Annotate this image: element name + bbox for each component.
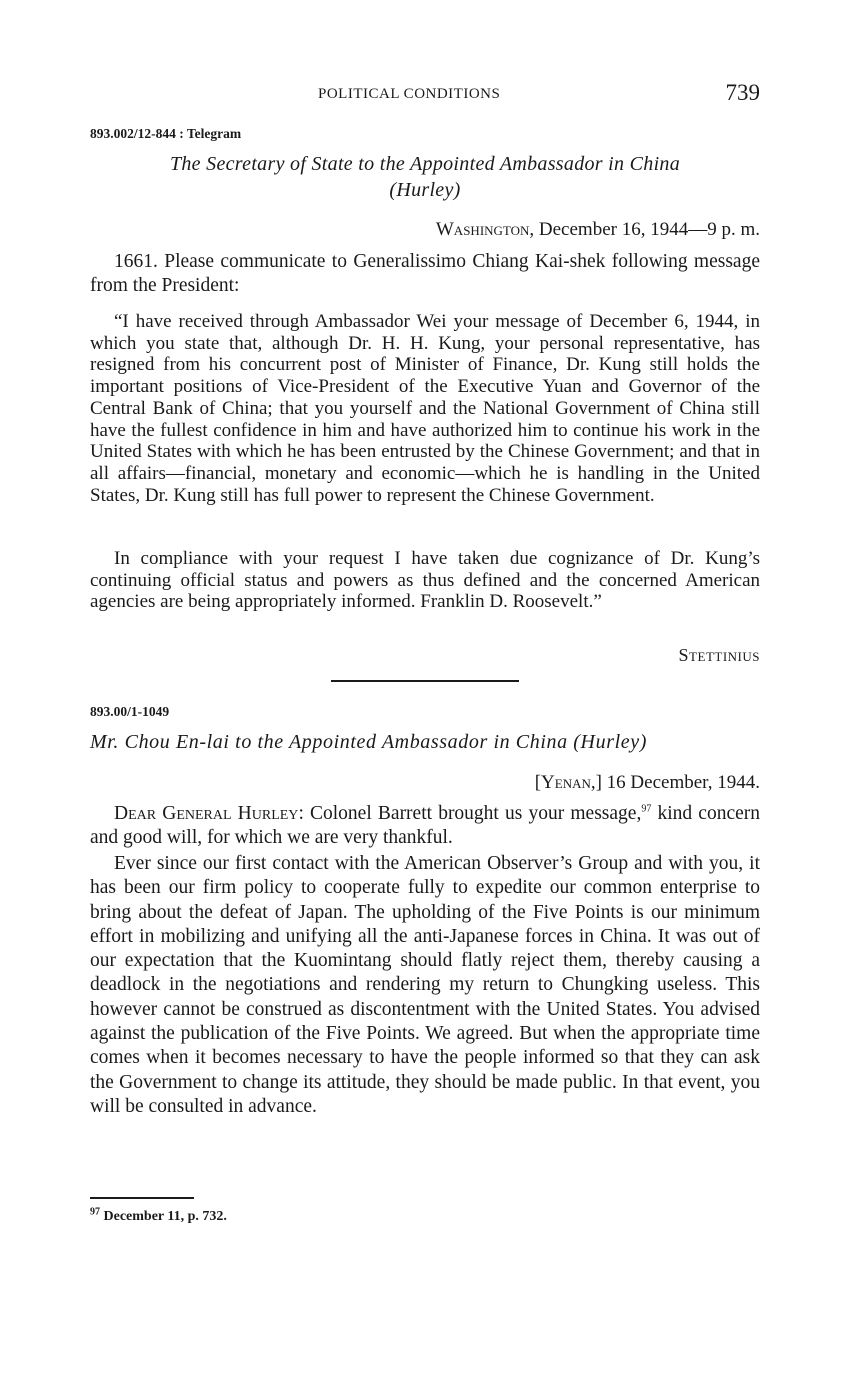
section-title: POLITICAL CONDITIONS	[318, 86, 501, 102]
document-heading-1	[90, 151, 760, 203]
dateline-date: ,] 16 December, 1944.	[590, 772, 760, 793]
section-divider	[331, 680, 519, 682]
letter-paragraph-1	[90, 802, 760, 851]
telegram-intro: 1661. Please communicate to Generalissimo Chiang Kai-shek following message from the President:	[90, 251, 760, 297]
file-reference-1: 893.002/12-844 : Telegram	[90, 126, 242, 141]
heading-line-1: The Secretary of State to the Appointed Ambassador in China	[169, 153, 681, 175]
running-head	[90, 80, 760, 110]
dateline-1	[436, 219, 760, 241]
footnote-rule	[90, 1197, 194, 1199]
dateline-2	[535, 772, 760, 794]
signature: Stettinius	[678, 645, 760, 665]
heading-line-2: (Hurley)	[389, 179, 461, 201]
dateline-bracket: [	[534, 772, 542, 793]
letter-paragraph-2: Ever since our first contact with the American Observer’s Group and with you, it has been our firm policy to cooperate fully to expedite our common enterprise to bring about the defeat of Japan. The upholding of the Five Points is our minimum effort in mobilizing and unifying all the anti-Japanese forces in China. It was out of our expectation that the Kuomintang should flatly reject them, thereby causing a deadlock in the negotiations and rendering my return to Chungking useless. This however cannot be construed as discontentment with the United States. You advised against the publication of the Five Points. We agreed. But when the appropriate time comes when it becomes necessary to have the people informed so that they can ask the Government to change its attitude, they should be made public. In that event, you will be consulted in advance.	[90, 853, 760, 1117]
page-number: 739	[725, 80, 760, 105]
footnote-text: December 11, p. 732.	[100, 1209, 227, 1224]
document-heading-2: Mr. Chou En-lai to the Appointed Ambassador in China (Hurley)	[90, 731, 647, 753]
footnote-mark: 97	[90, 1206, 100, 1218]
file-reference-2: 893.00/1-1049	[90, 704, 170, 719]
dateline-date: , December 16, 1944—9 p. m.	[529, 219, 760, 240]
footnote-reference[interactable]: 97	[641, 803, 652, 815]
dateline-place: Yenan	[541, 772, 591, 793]
presidential-message-paragraph-1: “I have received through Ambassador Wei your message of December 6, 1944, in which you state that, although Dr. H. H. Kung, your personal representative, has resigned from his concurrent post of Minister of Finance, Dr. Kung still holds the important positions of Vice-President of the Executive Yuan and Governor of the Central Bank of China; that you yourself and the National Government of China still have the fullest confidence in him and have authorized him to continue his work in the United States with which he has been entrusted by the Chinese Government; and that in all affairs—financial, monetary and economic—which he is handling in the United States, Dr. Kung still has full power to represent the Chinese Government.	[90, 311, 760, 506]
salutation: Dear General Hurley	[114, 803, 299, 824]
paragraph-text: : Colonel Barrett brought us your message,	[298, 803, 642, 824]
paragraph-text-continued: kind concern and good will, for which we are very thankful.	[90, 803, 761, 849]
dateline-place: Washington	[435, 219, 530, 240]
footnote	[90, 1206, 227, 1225]
presidential-message-paragraph-2: In compliance with your request I have taken due cognizance of Dr. Kung’s continuing official status and powers as thus defined and the concerned American agencies are being appropriately informed. Franklin D. Roosevelt.”	[90, 548, 760, 613]
